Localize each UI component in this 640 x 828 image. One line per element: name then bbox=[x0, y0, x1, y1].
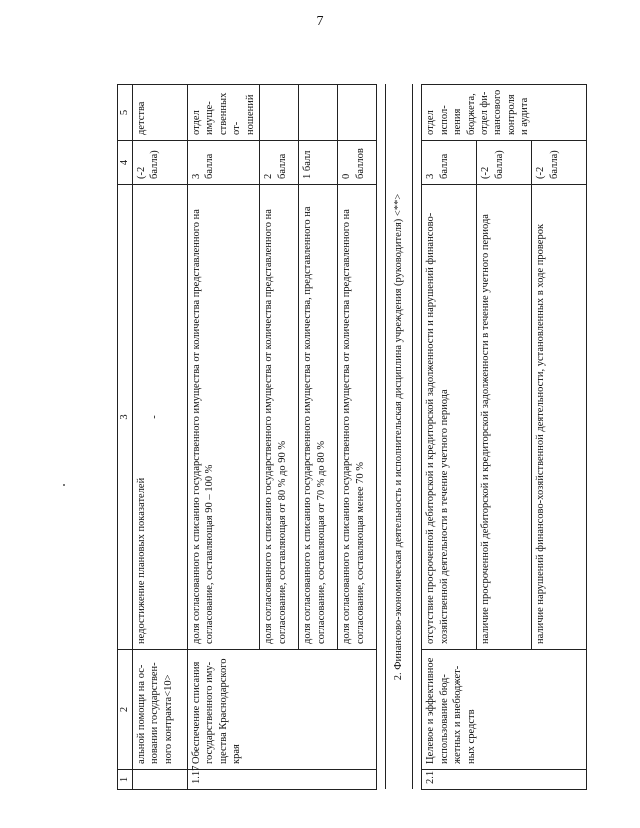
responsible-cell bbox=[338, 85, 377, 141]
score-cell: 2 балла bbox=[260, 141, 299, 185]
dash-mark: - bbox=[149, 415, 161, 419]
spacer-row bbox=[413, 85, 422, 790]
item-number bbox=[133, 770, 188, 790]
section-title: 2. Финансово-экономическая деятельность и исполнительская дисциплина учреждения (руководителя) <**> bbox=[386, 85, 413, 790]
rotated-table-block bbox=[117, 85, 560, 790]
table-row bbox=[133, 85, 188, 790]
score-cell: 3 балла bbox=[188, 141, 260, 185]
criteria-cell: доля согласованного к списанию государственного имущества от количества, представленного на согласование, составляющая от 70 % до 80 % bbox=[299, 185, 338, 650]
criteria-cell bbox=[133, 185, 188, 650]
header-row bbox=[118, 85, 133, 790]
criteria-cell: наличие нарушений финансово-хозяйственной деятельности, установленных в ходе проверок bbox=[532, 185, 587, 650]
criteria-cell: наличие просроченной дебиторской и кредиторской задолженности в течение учетного периода bbox=[477, 185, 532, 650]
responsible-cell bbox=[260, 85, 299, 141]
criteria-cell: доля согласованного к списанию государственного имущества от количества представленного на согласование, составляющая 90 – 100 % bbox=[188, 185, 260, 650]
criteria-table bbox=[117, 84, 587, 790]
col-header-1: 1 bbox=[118, 770, 133, 790]
responsible-cell: детства bbox=[133, 85, 188, 141]
table-row bbox=[188, 85, 260, 790]
score-cell: (-2 балла) bbox=[477, 141, 532, 185]
scan-speck bbox=[63, 484, 65, 486]
score-cell: (-2 балла) bbox=[133, 141, 188, 185]
score-cell: 1 балл bbox=[299, 141, 338, 185]
item-number: 1.17 bbox=[188, 770, 377, 790]
table-row bbox=[422, 85, 477, 790]
score-cell: (-2 балла) bbox=[532, 141, 587, 185]
item-name: Обеспечение списания государственного имущества Краснодарского края bbox=[188, 650, 377, 770]
criteria-text: недостижение плановых показателей bbox=[136, 477, 147, 644]
score-cell: 3 балла bbox=[422, 141, 477, 185]
responsible-cell bbox=[299, 85, 338, 141]
score-cell: 0 баллов bbox=[338, 141, 377, 185]
item-name: Целевое и эффективное использование бюджетных и внебюджетных средств bbox=[422, 650, 587, 770]
responsible-cell: отдел имущественных отношений bbox=[188, 85, 260, 141]
responsible-cell: отдел исполнения бюджета, отдел финансового контроля и аудита bbox=[422, 85, 587, 141]
col-header-4: 4 bbox=[118, 141, 133, 185]
col-header-5: 5 bbox=[118, 85, 133, 141]
criteria-cell: доля согласованного к списанию государственного имущества от количества представленного на согласование, составляющая от 80 % до 90 % bbox=[260, 185, 299, 650]
item-name: альной помощи на основании государственного контракта<10> bbox=[133, 650, 188, 770]
col-header-2: 2 bbox=[118, 650, 133, 770]
spacer-row bbox=[377, 85, 386, 790]
col-header-3: 3 bbox=[118, 185, 133, 650]
section-heading-row bbox=[386, 85, 413, 790]
criteria-cell: доля согласованного к списанию государственного имущества от количества представленного на согласование, составляющая менее 70 % bbox=[338, 185, 377, 650]
page-number: 7 bbox=[316, 14, 324, 29]
item-number: 2.1 bbox=[422, 770, 587, 790]
criteria-cell: отсутствие просроченной дебиторской и кредиторской задолженности и нарушений финансово-хозяйственной деятельности в течение учетного периода bbox=[422, 185, 477, 650]
